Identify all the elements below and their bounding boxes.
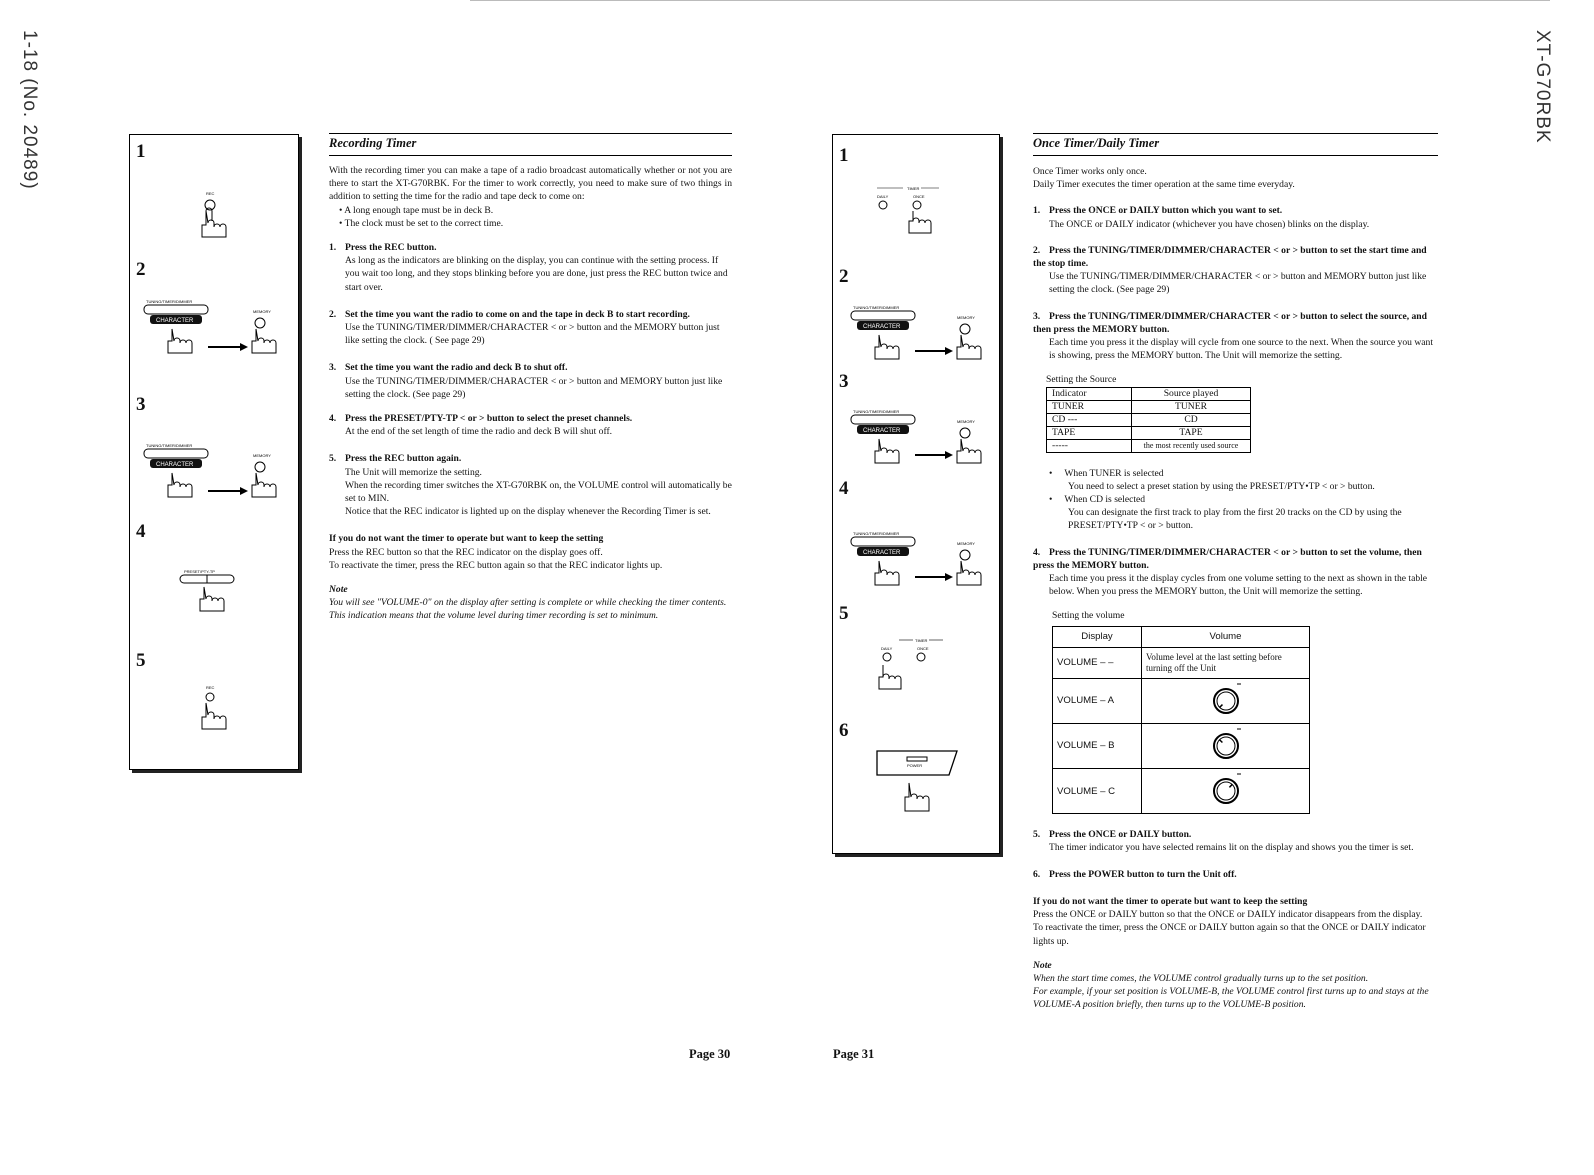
svg-text:MEMORY: MEMORY <box>957 315 975 320</box>
volume-table <box>1052 626 1310 815</box>
step-1: 1. Press the REC button. As long as the indicators are blinking on the display, you can continue with the setting process. If you wait too long, and they stops blinking before you are done, just press the REC button twice and start over. <box>329 242 728 293</box>
table-row: Display Volume <box>1053 626 1310 647</box>
step-1: 1. Press the ONCE or DAILY button which you want to set. The ONCE or DAILY indicator (whichever you have chosen) blinks on the display. <box>1033 205 1370 230</box>
arrow-right-icon <box>240 487 248 495</box>
step-number: 5 <box>136 650 146 671</box>
step-number: 4 <box>839 478 849 499</box>
hand-icon <box>957 335 981 359</box>
svg-text:TIMER: TIMER <box>915 638 928 643</box>
svg-text:TUNING/TIMER/DIMMER: TUNING/TIMER/DIMMER <box>146 443 193 448</box>
left-illustration-panel <box>129 134 299 770</box>
source-table-block <box>1046 373 1438 452</box>
tuning-memory-illustration <box>140 439 295 509</box>
rec-label: REC <box>206 191 215 196</box>
table-row: TUNER TUNER <box>1047 400 1251 413</box>
right-margin-header: XT-G70RBK <box>1532 30 1553 144</box>
svg-text:CHARACTER: CHARACTER <box>863 324 901 330</box>
arrow-right-icon <box>945 451 953 459</box>
left-margin-header: 1-18 (No. 20489) <box>19 30 40 190</box>
timer-buttons-illustration <box>869 183 949 239</box>
knob-pointer <box>1219 704 1222 707</box>
step-2: 2. Press the TUNING/TIMER/DIMMER/CHARACTER < or > button to set the start time and the stop time. Use the TUNING/TIMER/DIMMER/CHARACTER < or > button and MEMORY button just like setting the clock. (See page 29) <box>1033 244 1427 296</box>
volume-knob-icon <box>1209 727 1243 761</box>
svg-text:PRESET/PTY-TP: PRESET/PTY-TP <box>184 569 215 574</box>
tuning-memory-illustration <box>847 405 997 475</box>
page-number: Page 31 <box>833 1047 875 1061</box>
hand-icon <box>905 783 929 811</box>
note-block: Note When the start time comes, the VOLUME control gradually turns up to the set position. For example, if your set position is VOLUME-B, the VOLUME control first turns up to and stays at the VOLUME-A position briefly, then turns up to the VOLUME-B position. <box>1033 959 1429 1011</box>
table-row: Indicator Source played <box>1047 387 1251 400</box>
table-row: VOLUME – A <box>1053 678 1310 723</box>
step-number: 4 <box>136 521 146 542</box>
svg-text:CHARACTER: CHARACTER <box>863 550 901 556</box>
step-3: 3. Press the TUNING/TIMER/DIMMER/CHARACTER < or > button to select the source, and then press the MEMORY button. Each time you press it the display will cycle from one source to the next. When the source you want is showing, press the MEMORY button. The Unit will memorize the setting. <box>1033 310 1433 362</box>
svg-text:MEMORY: MEMORY <box>253 309 271 314</box>
svg-text:MEMORY: MEMORY <box>253 453 271 458</box>
bullet: • A long enough tape must be in deck B. <box>339 204 494 216</box>
arrow-right-icon <box>945 573 953 581</box>
table-row: CD --- CD <box>1047 413 1251 426</box>
table-row: VOLUME – – Volume level at the last setting before turning off the Unit <box>1053 647 1310 678</box>
arrow-right-icon <box>240 343 248 351</box>
svg-text:MEMORY: MEMORY <box>957 419 975 424</box>
timer-buttons-illustration <box>869 635 949 705</box>
volume-table-block <box>1052 609 1438 814</box>
table-row: ----- the most recently used source <box>1047 439 1251 452</box>
step-number: 2 <box>136 259 146 280</box>
step-2: 2. Set the time you want the radio to come on and the tape in deck B to start recording. Use the TUNING/TIMER/DIMMER/CHARACTER < or > button and the MEMORY button just like setting the clock. ( See page 29) <box>329 308 720 347</box>
hand-icon <box>202 703 226 729</box>
svg-text:CHARACTER: CHARACTER <box>156 462 194 468</box>
tuning-memory-illustration <box>140 295 295 365</box>
bullet: • The clock must be set to the correct time. <box>339 217 504 229</box>
intro-text: Once Timer works only once. <box>1033 166 1147 177</box>
keep-setting-block: If you do not want the timer to operate but want to keep the setting Press the ONCE or DAILY button so that the ONCE or DAILY indicator disappears from the display. To reactivate the timer, press the ONCE or DAILY button again so that the ONCE or DAILY indicator lights up. <box>1033 895 1426 947</box>
step-number: 2 <box>839 266 849 287</box>
svg-text:TUNING/TIMER/DIMMER: TUNING/TIMER/DIMMER <box>853 531 900 536</box>
step-3: 3. Set the time you want the radio and deck B to shut off. Use the TUNING/TIMER/DIMMER/CHARACTER < or > button and MEMORY button just like setting the clock. (See page 29) <box>329 362 723 400</box>
table-row: VOLUME – B <box>1053 723 1310 768</box>
section-title: Recording Timer <box>329 133 732 156</box>
svg-text:DAILY: DAILY <box>877 194 889 199</box>
page-number: Page 30 <box>689 1047 731 1061</box>
knob-pointer <box>1219 740 1222 743</box>
intro-text: Daily Timer executes the timer operation at the same time everyday. <box>1033 179 1295 191</box>
hand-icon <box>200 587 224 611</box>
rec-button-illustration <box>190 187 250 247</box>
tuning-memory-illustration <box>847 301 997 371</box>
step-4: 4. Press the TUNING/TIMER/DIMMER/CHARACTER < or > button to set the volume, then press the MEMORY button. Each time you press it the display cycles from one volume setting to the next as shown in the table below. When you press the MEMORY button, the Unit will memorize the setting. <box>1033 546 1428 598</box>
svg-text:MEMORY: MEMORY <box>957 541 975 546</box>
svg-text:TIMER: TIMER <box>907 186 920 191</box>
step-5: 5. Press the ONCE or DAILY button. The timer indicator you have selected remains lit on the display and shows you the timer is set. <box>1033 829 1414 854</box>
step-number: 6 <box>839 720 849 741</box>
table-row: TAPE TAPE <box>1047 426 1251 439</box>
volume-knob-icon <box>1209 772 1243 806</box>
hand-icon <box>252 473 276 497</box>
svg-text:DAILY: DAILY <box>881 646 893 651</box>
hand-icon <box>875 335 899 359</box>
svg-text:CHARACTER: CHARACTER <box>863 428 901 434</box>
step-number: 5 <box>839 603 849 624</box>
hand-icon <box>202 208 226 237</box>
step-5: 5. Press the REC button again. The Unit will memorize the setting. When the recording timer switches the XT-G70RBK on, the VOLUME control will automatically be set to MIN. Notice that the REC indicator is lighted up on the display whenever the Recording Timer is set. <box>329 453 732 518</box>
table-caption: Setting the volume <box>1052 610 1125 622</box>
hand-icon <box>875 561 899 585</box>
once-daily-timer-text <box>1033 165 1438 1012</box>
hand-icon <box>909 211 931 233</box>
knob-pointer <box>1229 785 1232 788</box>
source-table <box>1046 387 1251 453</box>
hand-icon <box>957 439 981 463</box>
preset-button-illustration <box>174 567 244 627</box>
right-illustration-panel <box>832 134 1000 854</box>
rec-button-illustration <box>190 681 250 741</box>
note-block: Note You will see "VOLUME-0" on the display after setting is complete or while checking the timer contents. This indication means that the volume level during timer recording is set to minimum. <box>329 584 727 622</box>
list-item: • When CD is selected <box>1049 494 1146 506</box>
step-number: 1 <box>839 145 849 166</box>
svg-text:TUNING/TIMER/DIMMER: TUNING/TIMER/DIMMER <box>146 299 193 304</box>
intro-text: With the recording timer you can make a tape of a radio broadcast automatically whether or not you are there to start the XT-G70RBK. For the timer to work correctly, you need to make sure of two things in addition to setting the time for the radio and tape deck to come on: <box>329 165 732 203</box>
svg-text:TUNING/TIMER/DIMMER: TUNING/TIMER/DIMMER <box>853 305 900 310</box>
svg-text:TUNING/TIMER/DIMMER: TUNING/TIMER/DIMMER <box>853 409 900 414</box>
table-caption: Setting the Source <box>1046 374 1117 386</box>
svg-text:ONCE: ONCE <box>917 646 929 651</box>
svg-text:REC: REC <box>206 685 215 690</box>
step-number: 1 <box>136 141 146 162</box>
hand-icon <box>168 329 192 353</box>
keep-setting-block: If you do not want the timer to operate but want to keep the setting Press the REC button so that the REC indicator on the display goes off. To reactivate the timer, press the REC button again so that the REC indicator lights up. <box>329 533 663 571</box>
step-6: 6. Press the POWER button to turn the Unit off. <box>1033 868 1237 880</box>
step-number: 3 <box>839 371 849 392</box>
tuning-memory-illustration <box>847 527 997 597</box>
hand-icon <box>879 665 901 689</box>
svg-text:CHARACTER: CHARACTER <box>156 318 194 324</box>
arrow-right-icon <box>945 347 953 355</box>
table-row: VOLUME – C <box>1053 769 1310 814</box>
step-4: 4. Press the PRESET/PTY-TP < or > button to select the preset channels. At the end of the set length of time the radio and deck B will shut off. <box>329 413 633 438</box>
top-rule <box>470 0 1550 1</box>
hand-icon <box>252 329 276 353</box>
step-number: 3 <box>136 394 146 415</box>
section-title: Once Timer/Daily Timer <box>1033 133 1438 156</box>
power-button-illustration <box>873 749 963 821</box>
hand-icon <box>957 561 981 585</box>
svg-text:POWER: POWER <box>907 763 923 768</box>
recording-timer-text <box>329 164 732 623</box>
svg-text:ONCE: ONCE <box>913 194 925 199</box>
hand-icon <box>875 439 899 463</box>
source-notes: • When TUNER is selected You need to select a preset station by using the PRESET/PTY•TP < or > button. • When CD is selected You can designate the first track to play from the first 20 tracks on the CD by using the PRESET/PTY•TP < or > button. <box>1049 467 1438 533</box>
hand-icon <box>168 473 192 497</box>
list-item: • When TUNER is selected <box>1049 467 1164 479</box>
volume-knob-icon <box>1209 682 1243 716</box>
